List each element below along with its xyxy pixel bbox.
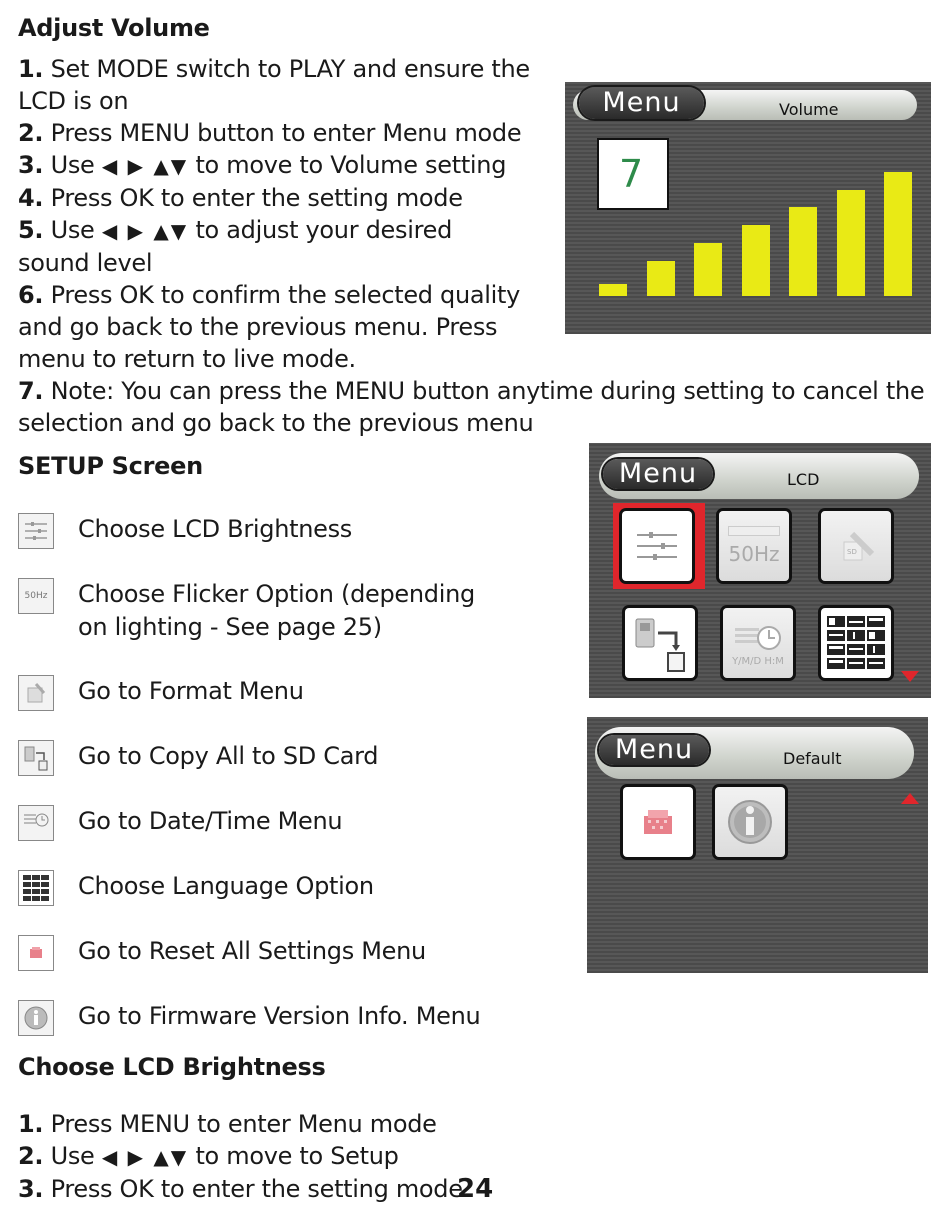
copy-to-sd-icon <box>18 740 54 776</box>
volume-level-bar <box>599 284 627 296</box>
setup-item: Go to Firmware Version Info. Menu <box>18 1000 578 1040</box>
volume-level-bar <box>694 243 722 296</box>
step: sound level <box>18 249 153 277</box>
format-tile[interactable] <box>821 511 891 581</box>
scroll-up-icon[interactable] <box>901 793 919 804</box>
volume-screen <box>565 82 931 334</box>
reset-tile[interactable] <box>623 787 693 857</box>
lcd-brightness-heading: Choose LCD Brightness <box>18 1053 326 1081</box>
step: 2. Press MENU button to enter Menu mode <box>18 119 522 147</box>
menu-label: Menu <box>603 459 713 489</box>
format-icon <box>18 675 54 711</box>
menu-title: Volume <box>779 100 839 119</box>
firmware-info-icon <box>18 1000 54 1036</box>
svg-text:SD: SD <box>847 548 857 556</box>
language-tile[interactable] <box>821 608 891 678</box>
copy-to-sd-tile[interactable] <box>625 608 695 678</box>
step: 1. Set MODE switch to PLAY and ensure the <box>18 55 530 83</box>
arrow-keys-icon: ◀ ▶ ▲▼ <box>101 219 189 243</box>
date-time-icon <box>18 805 54 841</box>
step: 1. Press MENU to enter Menu mode <box>18 1110 437 1138</box>
lcd-brightness-icon <box>18 513 54 549</box>
setup-heading: SETUP Screen <box>18 452 203 480</box>
step: menu to return to live mode. <box>18 345 356 373</box>
firmware-info-tile[interactable] <box>715 787 785 857</box>
volume-level-bar <box>884 172 912 296</box>
volume-level-bar <box>789 207 817 296</box>
step: 3. Press OK to enter the setting mode <box>18 1175 463 1203</box>
step: 7. Note: You can press the MENU button anytime during setting to cancel the <box>18 377 925 405</box>
step: 4. Press OK to enter the setting mode <box>18 184 463 212</box>
date-time-tile[interactable]: Y/M/D H:M <box>723 608 793 678</box>
setup-item: Go to Format Menu <box>18 675 578 715</box>
setup-item: Choose LCD Brightness <box>18 513 578 553</box>
setup-item: Go to Date/Time Menu <box>18 805 578 845</box>
menu-title: Default <box>783 749 842 768</box>
volume-level-bar <box>647 261 675 296</box>
menu-label: Menu <box>599 735 709 765</box>
step: 2. Use ◀ ▶ ▲▼ to move to Setup <box>18 1142 399 1170</box>
flicker-50hz-icon: 50Hz <box>18 578 54 614</box>
step: 5. Use ◀ ▶ ▲▼ to adjust your desired <box>18 216 453 244</box>
step: LCD is on <box>18 87 129 115</box>
setup-item: Go to Copy All to SD Card <box>18 740 578 780</box>
step: 3. Use ◀ ▶ ▲▼ to move to Volume setting <box>18 151 507 179</box>
volume-value: 7 <box>597 138 669 210</box>
arrow-keys-icon: ◀ ▶ ▲▼ <box>101 1145 189 1169</box>
lcd-brightness-tile[interactable] <box>622 511 692 581</box>
adjust-volume-heading: Adjust Volume <box>18 14 210 42</box>
lcd-menu-screen <box>589 443 931 698</box>
step: 6. Press OK to confirm the selected quality <box>18 281 521 309</box>
menu-label: Menu <box>579 87 704 119</box>
scroll-down-icon[interactable] <box>901 671 919 682</box>
lcd-brightness-steps <box>18 1108 463 1205</box>
page-number: 24 <box>457 1174 494 1204</box>
reset-icon <box>18 935 54 971</box>
menu-title: LCD <box>787 470 820 489</box>
step: selection and go back to the previous menu <box>18 409 534 437</box>
volume-level-bar <box>837 190 865 296</box>
volume-level-bar <box>742 225 770 296</box>
language-flags-icon <box>18 870 54 906</box>
setup-item: Choose Language Option <box>18 870 578 910</box>
step: and go back to the previous menu. Press <box>18 313 498 341</box>
setup-item: Go to Reset All Settings Menu <box>18 935 578 975</box>
default-menu-screen <box>587 717 928 973</box>
arrow-keys-icon: ◀ ▶ ▲▼ <box>101 154 189 178</box>
flicker-tile[interactable]: 50Hz <box>719 511 789 581</box>
setup-item: 50Hz Choose Flicker Option (depending on lighting - See page 25) <box>18 578 578 618</box>
